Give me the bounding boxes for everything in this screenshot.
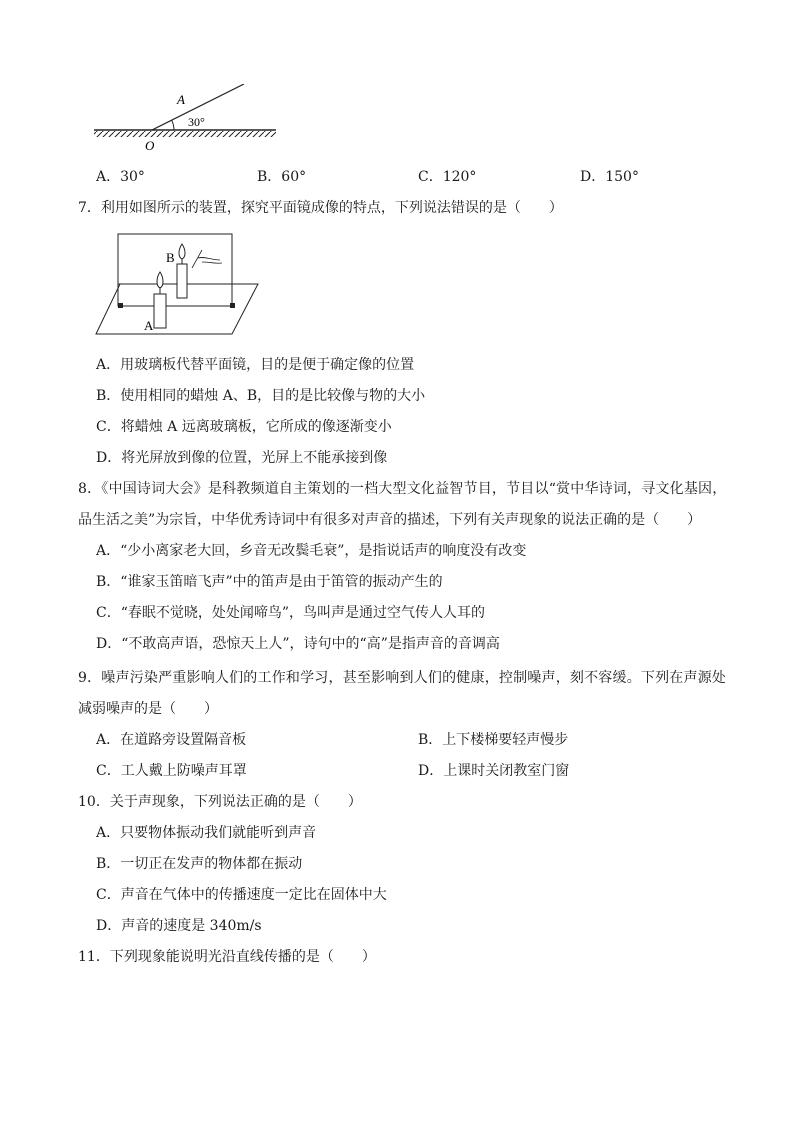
q8-stem-line1: 8．《中国诗词大会》是科教频道自主策划的一档大型文化益智节目，节目以“赏中华诗词，寻文化基因， bbox=[78, 481, 727, 497]
label-angle: 30° bbox=[188, 115, 205, 129]
q8-stem-line2: 品生活之美”为宗旨，中华优秀诗词中有很多对声音的描述，下列有关声现象的说法正确的是（ ） bbox=[78, 512, 702, 528]
q10-option-a: A．只要物体振动我们就能听到声音 bbox=[96, 825, 317, 841]
label-a: A bbox=[144, 318, 154, 333]
q8-option-d: D．“不敢高声语，恐惊天上人”，诗句中的“高”是指声音的音调高 bbox=[96, 636, 500, 652]
q11-stem: 11．下列现象能说明光沿直线传播的是（ ） bbox=[78, 949, 376, 965]
angle-figure bbox=[90, 84, 290, 156]
q10-option-d: D．声音的速度是 340m/s bbox=[96, 918, 262, 934]
label-b: B bbox=[166, 250, 175, 265]
q7-option-d: D．将光屏放到像的位置，光屏上不能承接到像 bbox=[96, 450, 388, 466]
q10-option-b: B．一切正在发声的物体都在振动 bbox=[96, 856, 303, 872]
candle-a bbox=[154, 294, 166, 328]
q8-option-c: C．“春眠不觉晓，处处闻啼鸟”，鸟叫声是通过空气传人人耳的 bbox=[96, 605, 486, 621]
q9-stem-line1: 9．噪声污染严重影响人们的工作和学习，甚至影响到人们的健康，控制噪声，刻不容缓。下列在声源处 bbox=[78, 670, 727, 686]
q7-option-b: B．使用相同的蜡烛 A、B，目的是比较像与物的大小 bbox=[96, 388, 426, 404]
q9-option-a: A．在道路旁设置隔音板 bbox=[96, 732, 247, 748]
q6-option-d: D．150° bbox=[580, 169, 639, 185]
q7-option-a: A．用玻璃板代替平面镜，目的是便于确定像的位置 bbox=[96, 357, 415, 373]
label-a: A bbox=[177, 92, 185, 107]
q6-option-b: B．60° bbox=[257, 169, 307, 185]
flame-a bbox=[157, 272, 163, 288]
q6-option-c: C．120° bbox=[418, 169, 477, 185]
label-o: O bbox=[145, 138, 155, 153]
q6-option-a: A．30° bbox=[96, 169, 145, 185]
q9-stem-line2: 减弱噪声的是（ ） bbox=[78, 701, 218, 717]
angle-arc bbox=[172, 120, 174, 130]
mirror-hatching bbox=[94, 131, 276, 137]
glass-plate bbox=[118, 234, 232, 306]
q7-stem: 7．利用如图所示的装置，探究平面镜成像的特点，下列说法错误的是（ ） bbox=[78, 200, 563, 216]
q9-option-d: D．上课时关闭教室门窗 bbox=[418, 763, 570, 779]
flame-b bbox=[179, 244, 185, 259]
q10-stem: 10．关于声现象，下列说法正确的是（ ） bbox=[78, 794, 362, 810]
q9-option-c: C．工人戴上防噪声耳罩 bbox=[96, 763, 247, 779]
q8-option-a: A．“少小离家老大回，乡音无改鬓毛衰”，是指说话声的响度没有改变 bbox=[96, 543, 527, 559]
q7-option-c: C．将蜡烛 A 远离玻璃板，它所成的像逐渐变小 bbox=[96, 419, 392, 435]
q9-option-b: B．上下楼梯要轻声慢步 bbox=[418, 732, 569, 748]
q10-option-c: C．声音在气体中的传播速度一定比在固体中大 bbox=[96, 887, 387, 903]
q8-option-b: B．“谁家玉笛暗飞声”中的笛声是由于笛管的振动产生的 bbox=[96, 574, 443, 590]
plane-mirror-figure bbox=[94, 230, 264, 336]
candle-b bbox=[177, 264, 187, 298]
